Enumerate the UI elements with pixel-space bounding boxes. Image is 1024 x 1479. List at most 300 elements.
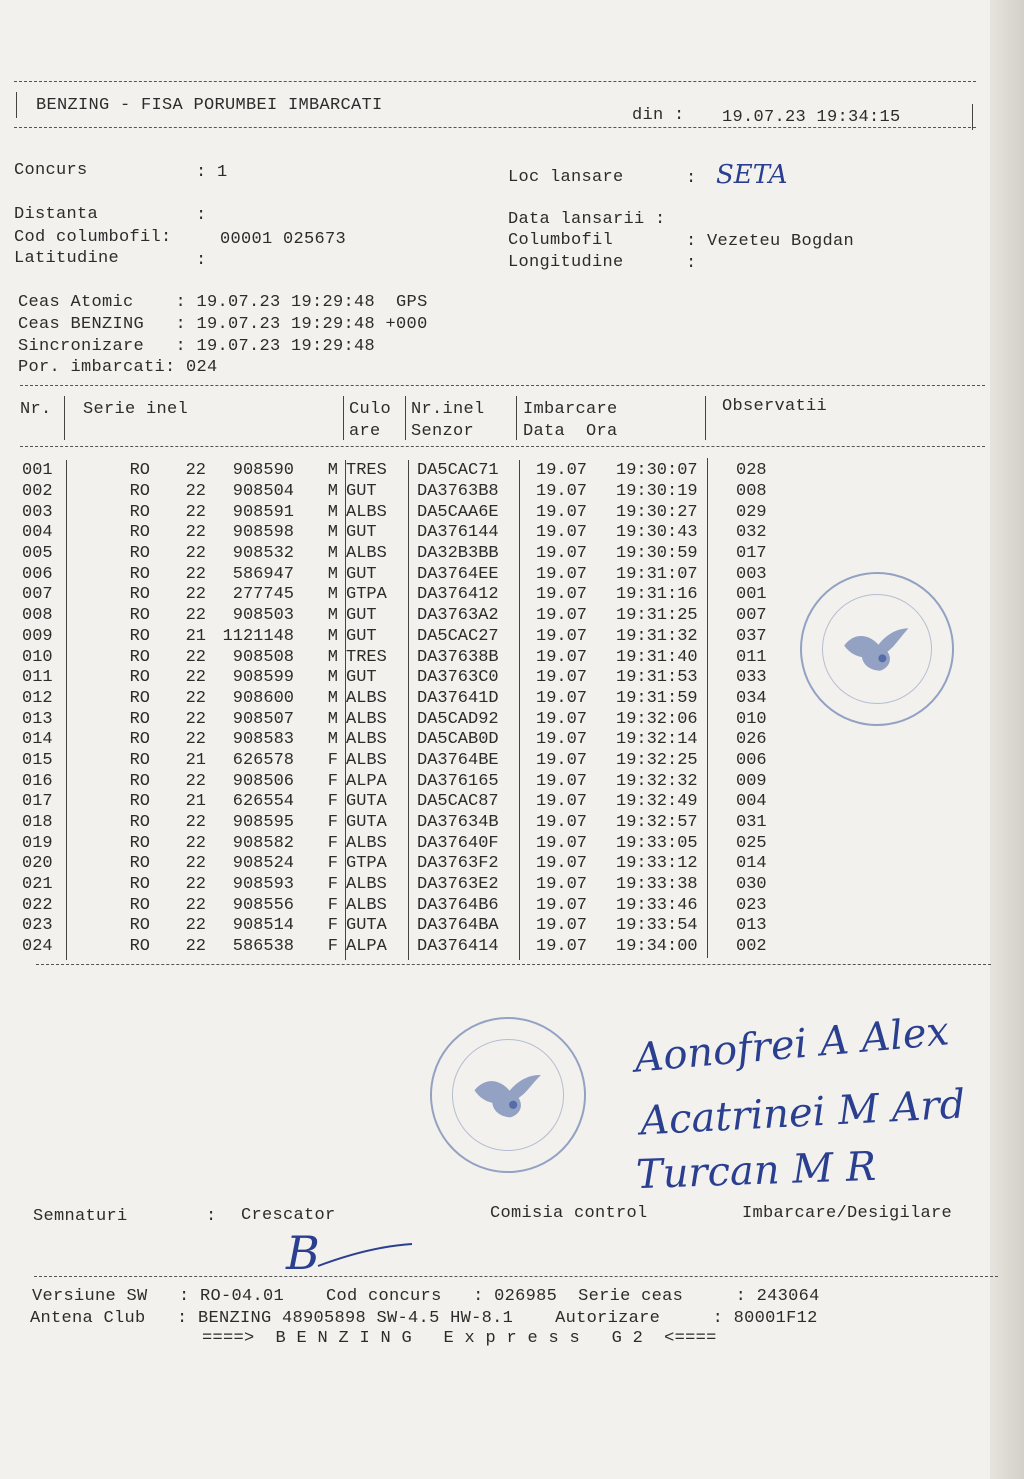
cell-country: RO — [129, 668, 150, 688]
cell-year: 22 — [185, 854, 206, 874]
longitudine-value: : — [686, 254, 697, 273]
footer-brand-line: ====> B E N Z I N G E x p r e s s G 2 <==== — [202, 1329, 717, 1348]
cell-ring: 908508 — [232, 647, 294, 667]
cell-ring: 908556 — [232, 895, 294, 915]
cell-year: 22 — [185, 585, 206, 605]
semnaturi-colon: : — [206, 1207, 217, 1226]
semnaturi-label: Semnaturi — [33, 1207, 128, 1226]
cell-ring: 908507 — [232, 709, 294, 729]
cell-color: ALBS — [346, 502, 387, 522]
cell-year: 22 — [185, 771, 206, 791]
cell-time: 19:31:40 — [616, 647, 698, 667]
loc-lansare-colon: : — [686, 169, 697, 188]
comisia-control-label: Comisia control — [490, 1204, 648, 1223]
cell-color: ALBS — [346, 750, 387, 770]
pigeon-table — [22, 461, 796, 958]
report-title: BENZING - FISA PORUMBEI IMBARCATI — [36, 96, 383, 115]
cell-obs: 031 — [736, 813, 767, 833]
cell-sensor: DA3764B6 — [417, 895, 499, 915]
cell-year: 22 — [185, 668, 206, 688]
cell-year: 22 — [185, 544, 206, 564]
table-row — [22, 689, 796, 710]
cell-date: 19.07 — [536, 937, 588, 957]
table-row — [22, 833, 796, 854]
cell-obs: 009 — [736, 771, 767, 791]
cell-sex: F — [327, 792, 338, 812]
cell-sex: F — [327, 771, 338, 791]
cell-nr: 007 — [22, 585, 53, 605]
table-row — [22, 854, 796, 875]
header-imbarcare-2: Data Ora — [523, 422, 618, 441]
cell-year: 21 — [185, 750, 206, 770]
cell-time: 19:32:32 — [616, 771, 698, 791]
cell-sensor: DA5CAC27 — [417, 626, 499, 646]
cell-sensor: DA37640F — [417, 833, 499, 853]
table-row — [22, 916, 796, 937]
cell-country: RO — [129, 688, 150, 708]
footer-rule — [34, 1276, 998, 1277]
cell-nr: 008 — [22, 606, 53, 626]
cell-color: ALPA — [346, 771, 387, 791]
cell-year: 22 — [185, 813, 206, 833]
table-row — [22, 709, 796, 730]
cell-year: 22 — [185, 482, 206, 502]
cell-country: RO — [129, 750, 150, 770]
cell-sensor: DA3763F2 — [417, 854, 499, 874]
cell-sex: M — [327, 647, 338, 667]
cell-ring: 626554 — [232, 792, 294, 812]
table-row — [22, 502, 796, 523]
cell-obs: 006 — [736, 750, 767, 770]
cell-obs: 023 — [736, 895, 767, 915]
crescator-signature-stroke — [300, 1236, 420, 1276]
footer-antena-line: Antena Club : BENZING 48905898 SW-4.5 HW-8.1 Autorizare : 80001F12 — [30, 1309, 818, 1328]
table-header-rule — [20, 446, 985, 447]
cell-ring: 908504 — [232, 482, 294, 502]
underlying-sheet-edge — [990, 0, 1024, 1479]
cell-time: 19:30:07 — [616, 461, 698, 481]
crescator-signature: B — [286, 1226, 320, 1280]
cell-sex: M — [327, 606, 338, 626]
cell-sex: M — [327, 502, 338, 522]
cell-year: 22 — [185, 833, 206, 853]
table-row — [22, 523, 796, 544]
header-serie-inel: Serie inel — [83, 400, 189, 419]
cell-nr: 024 — [22, 937, 53, 957]
cell-obs: 002 — [736, 937, 767, 957]
cell-time: 19:33:38 — [616, 875, 698, 895]
cell-ring: 586947 — [232, 564, 294, 584]
latitudine-label: Latitudine — [14, 249, 120, 268]
cell-date: 19.07 — [536, 875, 588, 895]
cell-time: 19:32:49 — [616, 792, 698, 812]
header-culoare-1: Culo — [349, 400, 392, 419]
cell-year: 22 — [185, 730, 206, 750]
cell-sex: F — [327, 937, 338, 957]
cell-sex: F — [327, 813, 338, 833]
table-row — [22, 544, 796, 565]
cell-color: TRES — [346, 461, 387, 481]
header-nr-inel-2: Senzor — [411, 422, 475, 441]
cell-obs: 004 — [736, 792, 767, 812]
cell-sex: M — [327, 564, 338, 584]
cell-color: GUT — [346, 626, 377, 646]
cell-nr: 014 — [22, 730, 53, 750]
header-imbarcare-1: Imbarcare — [523, 400, 618, 419]
cell-color: TRES — [346, 647, 387, 667]
cell-sensor: DA376414 — [417, 937, 499, 957]
table-row — [22, 937, 796, 958]
cell-year: 21 — [185, 626, 206, 646]
cell-sex: M — [327, 709, 338, 729]
cell-sensor: DA376412 — [417, 585, 499, 605]
cell-time: 19:31:59 — [616, 688, 698, 708]
cell-country: RO — [129, 502, 150, 522]
cell-time: 19:32:06 — [616, 709, 698, 729]
table-row — [22, 585, 796, 606]
cell-sensor: DA37641D — [417, 688, 499, 708]
cell-color: ALBS — [346, 709, 387, 729]
cell-nr: 012 — [22, 688, 53, 708]
table-row — [22, 771, 796, 792]
cell-ring: 908598 — [232, 523, 294, 543]
report-date-value: 19.07.23 19:34:15 — [722, 108, 901, 127]
cell-date: 19.07 — [536, 544, 588, 564]
cell-country: RO — [129, 833, 150, 853]
cell-year: 22 — [185, 916, 206, 936]
cell-nr: 019 — [22, 833, 53, 853]
committee-signature-3: Turcan M R — [635, 1143, 877, 1199]
cell-sex: M — [327, 461, 338, 481]
header-right-bar — [972, 104, 973, 130]
cell-sensor: DA5CAC87 — [417, 792, 499, 812]
cell-date: 19.07 — [536, 523, 588, 543]
cell-time: 19:32:57 — [616, 813, 698, 833]
cell-ring: 908591 — [232, 502, 294, 522]
cell-sensor: DA376144 — [417, 523, 499, 543]
table-row — [22, 647, 796, 668]
cell-country: RO — [129, 564, 150, 584]
cell-sensor: DA3764BE — [417, 750, 499, 770]
cell-color: ALBS — [346, 730, 387, 750]
col-divider-4 — [516, 396, 517, 440]
cell-ring: 908524 — [232, 854, 294, 874]
cell-nr: 021 — [22, 875, 53, 895]
concurs-label: Concurs — [14, 161, 88, 180]
cell-obs: 026 — [736, 730, 767, 750]
table-row — [22, 668, 796, 689]
cell-obs: 032 — [736, 523, 767, 543]
cell-date: 19.07 — [536, 668, 588, 688]
cell-color: ALBS — [346, 833, 387, 853]
cell-ring: 908599 — [232, 668, 294, 688]
cell-obs: 003 — [736, 564, 767, 584]
cell-nr: 018 — [22, 813, 53, 833]
cell-ring: 908590 — [232, 461, 294, 481]
cell-sex: F — [327, 750, 338, 770]
table-row — [22, 813, 796, 834]
cell-color: ALPA — [346, 937, 387, 957]
cell-time: 19:31:16 — [616, 585, 698, 605]
cell-sex: F — [327, 833, 338, 853]
cell-nr: 020 — [22, 854, 53, 874]
cell-country: RO — [129, 585, 150, 605]
cell-sensor: DA3763B8 — [417, 482, 499, 502]
columbofil-value: : Vezeteu Bogdan — [686, 232, 855, 251]
cell-ring: 277745 — [232, 585, 294, 605]
cod-columbofil-value: 00001 025673 — [220, 230, 347, 249]
header-left-bar — [16, 92, 17, 118]
cell-year: 22 — [185, 461, 206, 481]
cell-ring: 908532 — [232, 544, 294, 564]
sincronizare-line: Sincronizare : 19.07.23 19:29:48 — [18, 337, 376, 356]
cell-color: GUTA — [346, 916, 387, 936]
cell-obs: 013 — [736, 916, 767, 936]
distanta-label: Distanta — [14, 205, 99, 224]
cell-sensor: DA3763A2 — [417, 606, 499, 626]
porumbei-imbarcati-line: Por. imbarcati: 024 — [18, 358, 218, 377]
cell-sex: M — [327, 626, 338, 646]
cell-year: 22 — [185, 875, 206, 895]
imbarcare-desigilare-label: Imbarcare/Desigilare — [742, 1204, 953, 1223]
cell-nr: 016 — [22, 771, 53, 791]
cell-date: 19.07 — [536, 709, 588, 729]
cell-ring: 908582 — [232, 833, 294, 853]
cell-date: 19.07 — [536, 482, 588, 502]
cell-country: RO — [129, 709, 150, 729]
cell-obs: 017 — [736, 544, 767, 564]
cell-country: RO — [129, 792, 150, 812]
cell-sensor: DA3763C0 — [417, 668, 499, 688]
cell-ring: 586538 — [232, 937, 294, 957]
footer-version-line: Versiune SW : RO-04.01 Cod concurs : 026985 Serie ceas : 243064 — [32, 1287, 820, 1306]
cell-sensor: DA3763E2 — [417, 875, 499, 895]
cell-time: 19:31:53 — [616, 668, 698, 688]
cell-nr: 004 — [22, 523, 53, 543]
table-row — [22, 606, 796, 627]
cell-country: RO — [129, 606, 150, 626]
cell-nr: 010 — [22, 647, 53, 667]
cell-nr: 005 — [22, 544, 53, 564]
col-divider-2 — [343, 396, 344, 440]
cell-nr: 017 — [22, 792, 53, 812]
cell-color: GTPA — [346, 854, 387, 874]
cell-time: 19:30:43 — [616, 523, 698, 543]
cell-sex: M — [327, 544, 338, 564]
cell-ring: 908506 — [232, 771, 294, 791]
latitudine-value: : — [196, 251, 207, 270]
cell-obs: 010 — [736, 709, 767, 729]
cell-time: 19:32:25 — [616, 750, 698, 770]
cell-sensor: DA5CAC71 — [417, 461, 499, 481]
cell-color: ALBS — [346, 544, 387, 564]
cell-date: 19.07 — [536, 585, 588, 605]
header-culoare-2: are — [349, 422, 381, 441]
cell-obs: 029 — [736, 502, 767, 522]
cell-obs: 028 — [736, 461, 767, 481]
cell-country: RO — [129, 482, 150, 502]
table-row — [22, 730, 796, 751]
cell-ring: 1121148 — [222, 626, 294, 646]
cell-date: 19.07 — [536, 833, 588, 853]
cell-country: RO — [129, 875, 150, 895]
cell-sensor: DA32B3BB — [417, 544, 499, 564]
data-lansarii-label: Data lansarii : — [508, 210, 666, 229]
cell-sensor: DA5CAD92 — [417, 709, 499, 729]
cell-sex: F — [327, 854, 338, 874]
cell-nr: 023 — [22, 916, 53, 936]
cell-country: RO — [129, 895, 150, 915]
cell-ring: 908503 — [232, 606, 294, 626]
longitudine-label: Longitudine — [508, 253, 624, 272]
cell-country: RO — [129, 771, 150, 791]
header-observatii: Observatii — [722, 397, 828, 416]
cell-nr: 011 — [22, 668, 53, 688]
cell-nr: 013 — [22, 709, 53, 729]
cell-country: RO — [129, 626, 150, 646]
cell-ring: 908514 — [232, 916, 294, 936]
cell-obs: 033 — [736, 668, 767, 688]
cell-date: 19.07 — [536, 730, 588, 750]
cell-sex: M — [327, 523, 338, 543]
cell-color: ALBS — [346, 688, 387, 708]
cell-nr: 009 — [22, 626, 53, 646]
cell-color: GUT — [346, 668, 377, 688]
cell-nr: 006 — [22, 564, 53, 584]
cell-color: GUTA — [346, 792, 387, 812]
cell-date: 19.07 — [536, 792, 588, 812]
cell-year: 22 — [185, 523, 206, 543]
table-row — [22, 627, 796, 648]
loc-lansare-handwritten: SETA — [716, 160, 788, 190]
cell-sex: F — [327, 916, 338, 936]
cell-sensor: DA5CAA6E — [417, 502, 499, 522]
cell-sensor: DA37638B — [417, 647, 499, 667]
cell-date: 19.07 — [536, 854, 588, 874]
cell-country: RO — [129, 854, 150, 874]
cell-color: GTPA — [346, 585, 387, 605]
cell-country: RO — [129, 937, 150, 957]
header-top-rule — [14, 81, 976, 82]
cell-sex: M — [327, 688, 338, 708]
cell-sensor: DA37634B — [417, 813, 499, 833]
cell-time: 19:34:00 — [616, 937, 698, 957]
cell-sensor: DA3764BA — [417, 916, 499, 936]
columbofil-label: Columbofil — [508, 231, 614, 250]
cell-color: GUT — [346, 523, 377, 543]
cell-sex: M — [327, 482, 338, 502]
cell-obs: 034 — [736, 688, 767, 708]
cell-color: ALBS — [346, 875, 387, 895]
report-date-label: din : — [632, 106, 685, 125]
cell-year: 22 — [185, 895, 206, 915]
cell-sex: F — [327, 875, 338, 895]
cell-obs: 014 — [736, 854, 767, 874]
table-row — [22, 751, 796, 772]
cell-sensor: DA376165 — [417, 771, 499, 791]
crescator-label: Crescator — [241, 1206, 336, 1225]
cell-country: RO — [129, 461, 150, 481]
pigeon-emblem-icon — [833, 614, 921, 685]
cell-sex: M — [327, 730, 338, 750]
cell-date: 19.07 — [536, 771, 588, 791]
cell-obs: 007 — [736, 606, 767, 626]
cell-color: GUT — [346, 606, 377, 626]
cell-year: 22 — [185, 606, 206, 626]
cell-time: 19:31:07 — [616, 564, 698, 584]
cell-color: GUT — [346, 482, 377, 502]
table-row — [22, 895, 796, 916]
cell-date: 19.07 — [536, 895, 588, 915]
cell-country: RO — [129, 523, 150, 543]
cell-date: 19.07 — [536, 461, 588, 481]
cell-color: GUTA — [346, 813, 387, 833]
cell-ring: 908600 — [232, 688, 294, 708]
cell-ring: 908593 — [232, 875, 294, 895]
cell-obs: 001 — [736, 585, 767, 605]
cell-color: GUT — [346, 564, 377, 584]
cell-date: 19.07 — [536, 750, 588, 770]
cell-ring: 908595 — [232, 813, 294, 833]
cell-sensor: DA3764EE — [417, 564, 499, 584]
table-bottom-rule — [36, 964, 991, 965]
col-divider-1 — [64, 396, 65, 440]
cod-columbofil-label: Cod columbofil: — [14, 228, 172, 247]
cell-date: 19.07 — [536, 502, 588, 522]
cell-date: 19.07 — [536, 688, 588, 708]
cell-sensor: DA5CAB0D — [417, 730, 499, 750]
table-row — [22, 564, 796, 585]
cell-sex: F — [327, 895, 338, 915]
committee-signature-2: Acatrinei M Ard — [639, 1081, 967, 1145]
cell-time: 19:33:46 — [616, 895, 698, 915]
cell-country: RO — [129, 647, 150, 667]
cell-country: RO — [129, 916, 150, 936]
cell-date: 19.07 — [536, 916, 588, 936]
distanta-value: : — [196, 206, 207, 225]
cell-year: 22 — [185, 502, 206, 522]
cell-country: RO — [129, 813, 150, 833]
cell-date: 19.07 — [536, 606, 588, 626]
cell-time: 19:30:59 — [616, 544, 698, 564]
table-row — [22, 482, 796, 503]
cell-time: 19:32:14 — [616, 730, 698, 750]
cell-nr: 003 — [22, 502, 53, 522]
cell-obs: 037 — [736, 626, 767, 646]
cell-nr: 001 — [22, 461, 53, 481]
cell-date: 19.07 — [536, 626, 588, 646]
cell-year: 22 — [185, 647, 206, 667]
cell-year: 21 — [185, 792, 206, 812]
cell-country: RO — [129, 730, 150, 750]
col-divider-3 — [405, 396, 406, 440]
cell-year: 22 — [185, 937, 206, 957]
cell-year: 22 — [185, 688, 206, 708]
table-row — [22, 875, 796, 896]
cell-date: 19.07 — [536, 564, 588, 584]
cell-year: 22 — [185, 564, 206, 584]
cell-time: 19:33:54 — [616, 916, 698, 936]
header-nr-inel-1: Nr.inel — [411, 400, 485, 419]
cell-date: 19.07 — [536, 813, 588, 833]
cell-date: 19.07 — [536, 647, 588, 667]
col-divider-5 — [705, 396, 706, 440]
cell-obs: 008 — [736, 482, 767, 502]
ceas-benzing-line: Ceas BENZING : 19.07.23 19:29:48 +000 — [18, 315, 428, 334]
cell-nr: 015 — [22, 750, 53, 770]
cell-color: ALBS — [346, 895, 387, 915]
cell-time: 19:31:32 — [616, 626, 698, 646]
